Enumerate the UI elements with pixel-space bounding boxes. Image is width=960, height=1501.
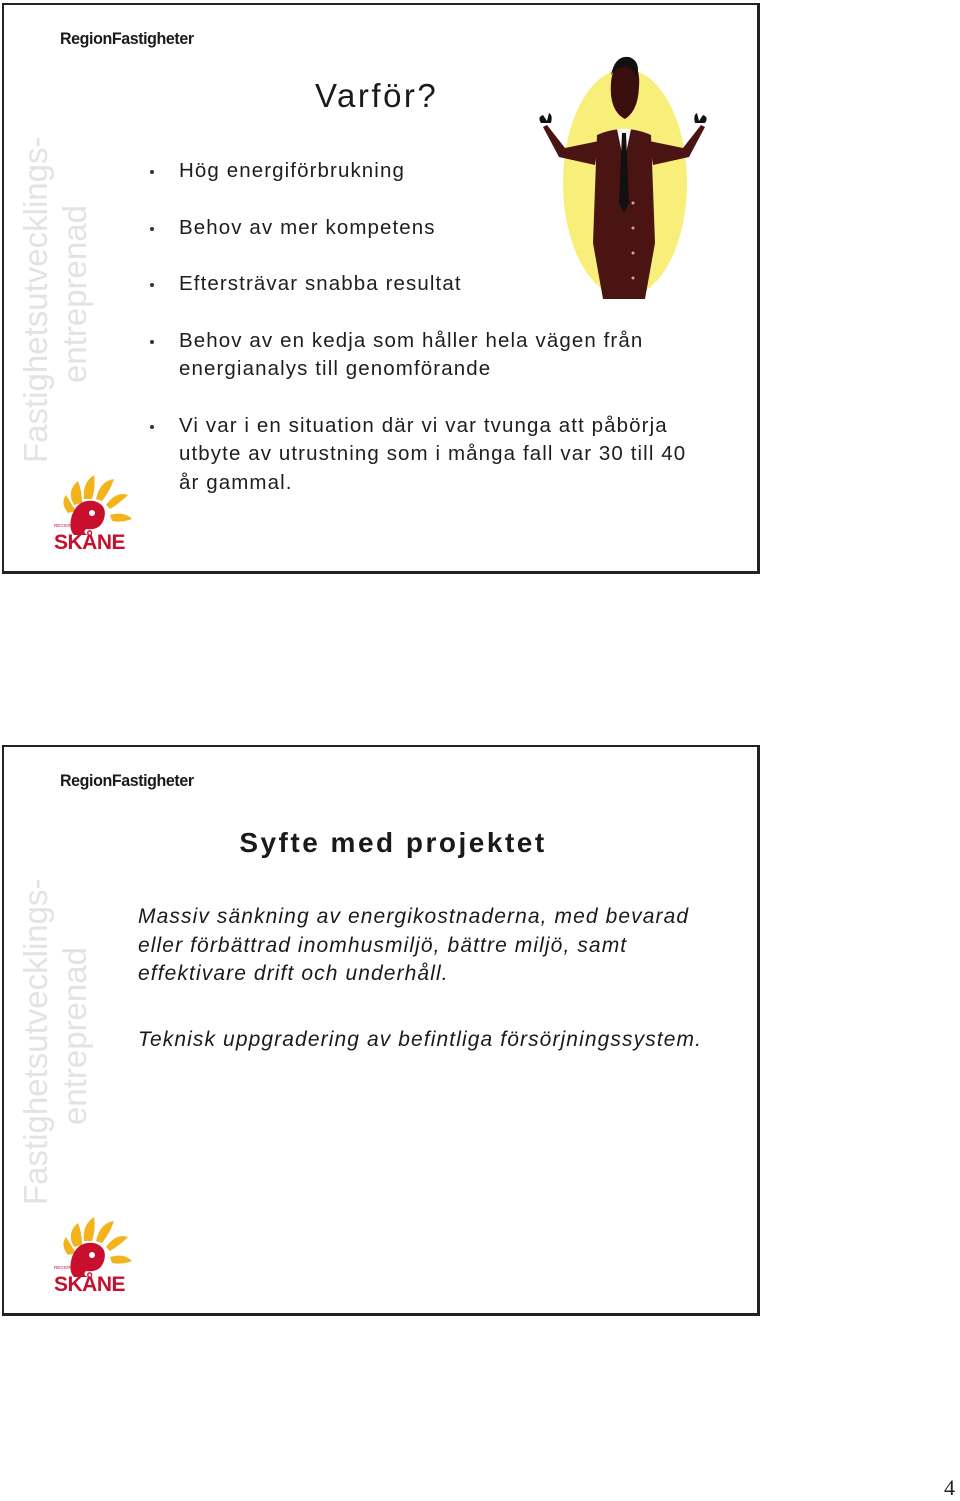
bullet-item: Behov av mer kompetens bbox=[150, 214, 710, 243]
griffin-logo-icon bbox=[52, 471, 136, 551]
page-number: 4 bbox=[944, 1475, 955, 1500]
logo-skane-text: SKÅNE bbox=[54, 1273, 126, 1293]
slide-title: Syfte med projektet bbox=[239, 827, 547, 858]
bullet-item: Hög energiförbrukning bbox=[150, 157, 710, 186]
logo-region-text: REGION bbox=[54, 1265, 72, 1270]
vertical-caption bbox=[16, 747, 106, 1217]
slide-varfor bbox=[2, 3, 760, 574]
region-skane-logo bbox=[52, 1213, 136, 1293]
slide-title: Varför? bbox=[315, 77, 439, 114]
region-skane-logo bbox=[52, 471, 136, 551]
shrugging-man-illustration bbox=[537, 53, 709, 301]
vertical-caption-line2: entreprenad bbox=[56, 205, 93, 383]
bullet-item: Vi var i en situation där vi var tvunga att påbörja utbyte av utrustning som i många fall var 30 till 40 år gammal. bbox=[150, 412, 710, 498]
org-logo-text: RegionFastigheter bbox=[60, 772, 194, 791]
logo-region-text: REGION bbox=[54, 523, 72, 528]
paragraph: Massiv sänkning av energikostnaderna, med bevarad eller förbättrad inomhusmiljö, bättre miljö, samt effektivare drift och underhåll. bbox=[138, 905, 690, 985]
slide-syfte bbox=[2, 745, 760, 1316]
logo-skane-text: SKÅNE bbox=[54, 531, 126, 551]
org-logo-text: RegionFastigheter bbox=[60, 30, 194, 49]
bullet-item: Behov av en kedja som håller hela vägen från energianalys till genomförande bbox=[150, 327, 710, 384]
vertical-caption-line2: entreprenad bbox=[56, 947, 93, 1125]
griffin-logo-icon bbox=[52, 1213, 136, 1293]
paragraph: Teknisk uppgradering av befintliga försörjningssystem. bbox=[138, 1028, 703, 1051]
vertical-caption-line1: Fastighetsutvecklings- bbox=[17, 878, 54, 1205]
vertical-caption-line1: Fastighetsutvecklings- bbox=[17, 136, 54, 463]
vertical-caption bbox=[16, 5, 106, 475]
bullet-item: Eftersträvar snabba resultat bbox=[150, 270, 710, 299]
